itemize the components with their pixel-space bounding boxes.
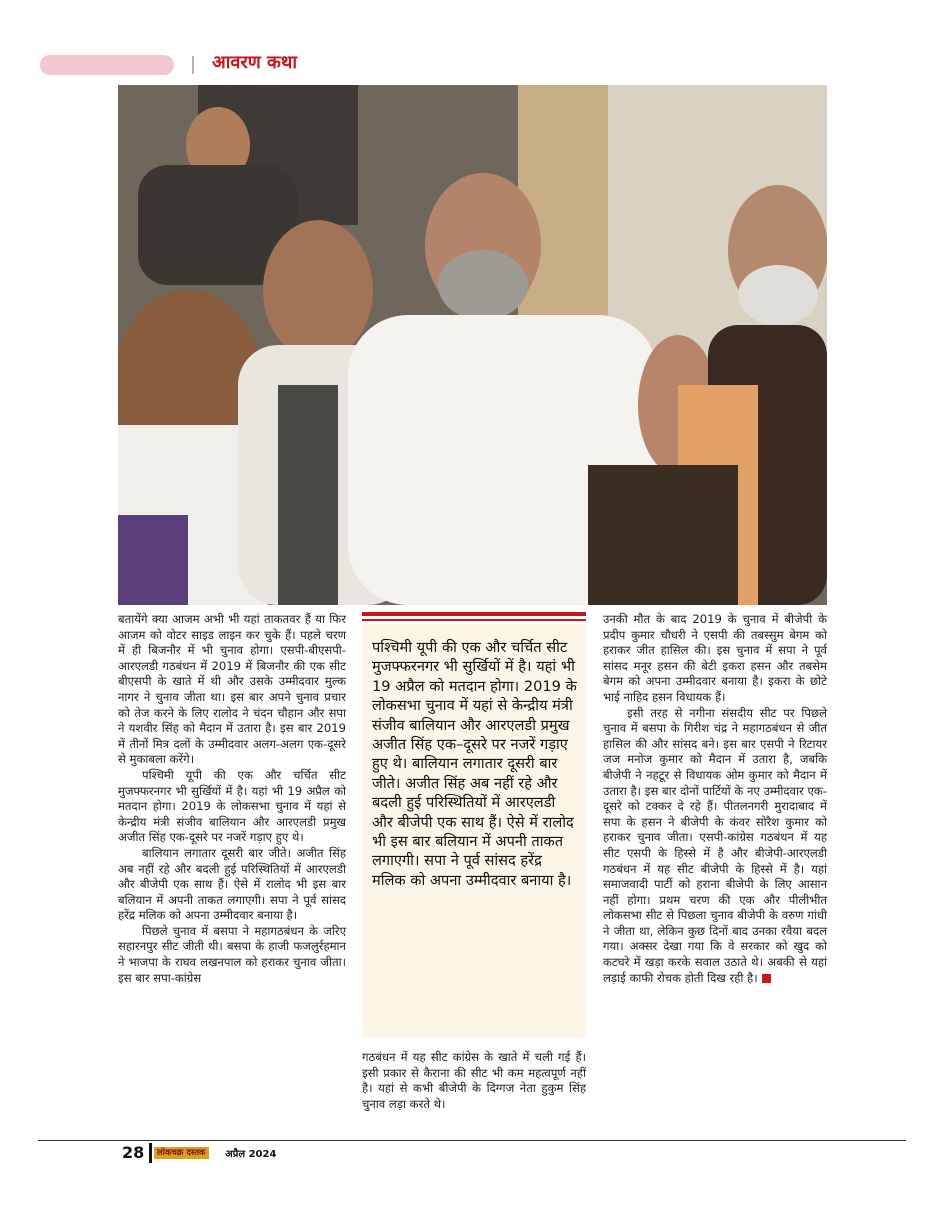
paragraph-text: इसी तरह से नगीना संसदीय सीट पर पिछले चुनाव में बसपा के गिरीश चंद्र ने महागठबंधन से जीत हासिल की और सांसद बने। इस बार एसपी ने रिटायर जज मनोज कुमार को मैदान में उतारा है, जबकि बीजेपी ने नहटूर से विधायक ओम कुमार को मैदान में उतारा है। इस बार दोनों पार्टियों के नए उम्मीदवार एक-दूसरे को टक्कर दे रहे हैं। पीतलनगरी मुरादाबाद में सपा के हसन ने बीजेपी के कंवर सोरैश कुमार को हराकर चुनाव जीता। एसपी-कांग्रेस गठबंधन में यह सीट एसपी के हिस्से में है और बीजेपी-आरएलडी गठबंधन में यह सीट बीजेपी के हिस्से में है। यहां समाजवादी पार्टी को हराना बीजेपी के लिए आसान नहीं होगा। प्रथम चरण की एक और पीलीभीत लोकसभा सीट से पिछला चुनाव बीजेपी के वरुण गांधी ने जीता था, लेकिन कुछ दिनों बाद उनका रवैया बदल गया। अक्सर देखा गया कि वे सरकार को खुद को कटघरे में खड़ा करके सवाल उठाते थे। अबकी से यहां लड़ाई काफी रोचक होती दिख रही है। (603, 705, 827, 985)
article-column-left (118, 612, 346, 986)
paragraph: उनकी मौत के बाद 2019 के चुनाव में बीजेपी के प्रदीप कुमार चौधरी ने एसपी की तबस्सुम बेगम को हराकर जीत हासिल की। इस चुनाव में सपा ने पूर्व सांसद मनूर हसन की बेटी इकरा हसन और तबसेम बेगम को अपना उम्मीदवार बनाया है। इकरा के छोटे भाई नाहिद हसन विधायक हैं। (603, 612, 827, 704)
magazine-logo: लोकचक्र दस्तक (154, 1147, 209, 1159)
article-column-right (603, 612, 827, 986)
footer-divider (149, 1143, 152, 1163)
cover-photo (118, 85, 827, 605)
photo-illustration (118, 85, 827, 605)
paragraph: बालियान लगातार दूसरी बार जीते। अजीत सिंह अब नहीं रहे और बदली हुई परिस्थितियों में आरएलडी और बीजेपी एक साथ हैं। ऐसे में रालोद भी इस बार बलियान में अपनी ताकत लगाएगी। सपा ने पूर्व सांसद हरेंद्र मलिक को अपना उम्मीदवार बनाया है। (118, 845, 346, 923)
footer-rule (38, 1140, 906, 1141)
article-column-middle (362, 1050, 586, 1112)
pull-quote-box (362, 624, 586, 1037)
section-title: आवरण कथा (212, 52, 298, 73)
paragraph: पश्चिमी यूपी की एक और चर्चित सीट मुजफ्फरनगर भी सुर्खियों में है। यहां भी 19 अप्रैल को मतदान होगा। 2019 के लोकसभा चुनाव में यहां से केन्द्रीय मंत्री संजीव बालियान और आरएलडी प्रमुख अजीत सिंह एक-दूसरे पर नजरें गड़ाए हुए थे। (118, 767, 346, 845)
issue-date: अप्रैल 2024 (225, 1149, 277, 1160)
paragraph: गठबंधन में यह सीट कांग्रेस के खाते में चली गई हैं। इसी प्रकार से कैराना की सीट भी कम महत्वपूर्ण नहीं है। यहां से कभी बीजेपी के दिग्गज नेता हुकुम सिंह चुनाव लड़ा करते थे। (362, 1050, 586, 1111)
paragraph (603, 706, 827, 987)
section-pill (40, 55, 174, 75)
paragraph: पिछले चुनाव में बसपा ने महागठबंधन के जरिए सहारनपुर सीट जीती थी। बसपा के हाजी फजलुर्रहमान ने भाजपा के राघव लखनपाल को हराकर चुनाव जीता। इस बार सपा-कांग्रेस (118, 923, 346, 985)
section-divider (192, 56, 194, 74)
page-number: 28 (122, 1143, 145, 1162)
end-mark-icon (762, 974, 771, 983)
pull-quote-text: पश्चिमी यूपी की एक और चर्चित सीट मुजफ्फरनगर भी सुर्खियों में है। यहां भी 19 अप्रैल को मतदान होगा। 2019 के लोकसभा चुनाव में यहां से केन्द्रीय मंत्री संजीव बालियान और आरएलडी प्रमुख अजीत सिंह एक–दूसरे पर नजरें गड़ाए हुए थे। बालियान लगातार दूसरी बार जीते। अजीत सिंह अब नहीं रहे और बदली हुई परिस्थितियों में आरएलडी और बीजेपी एक साथ हैं। ऐसे में रालोद भी इस बार बलियान में अपनी ताकत लगाएगी। सपा ने पूर्व सांसद हरेंद्र मलिक को अपना उम्मीदवार बनाया है। (372, 639, 577, 889)
paragraph: बतायेंगे क्या आजम अभी भी यहां ताकतवर हैं या फिर आजम को वोटर साइड लाइन कर चुके हैं। पहले चरण में ही बिजनौर में भी चुनाव होगा। एसपी-बीएसपी-आरएलडी गठबंधन में 2019 में बिजनौर की एक सीट बीएसपी के खाते में थी और उसके उम्मीदवार मुल्क नागर ने चुनाव जीता था। इस बार अपने चुनाव प्रचार को तेज करने के लिए रालोद ने चंदन चौहान और सपा ने यशवीर सिंह को मैदान में उतारा है। इस बार 2019 में तीनों मित्र दलों के उम्मीदवार अलग-अलग एक-दूसरे से मुकाबला करेंगे। (118, 612, 346, 767)
pull-quote-rule (362, 619, 586, 621)
pull-quote-rule (362, 612, 586, 616)
